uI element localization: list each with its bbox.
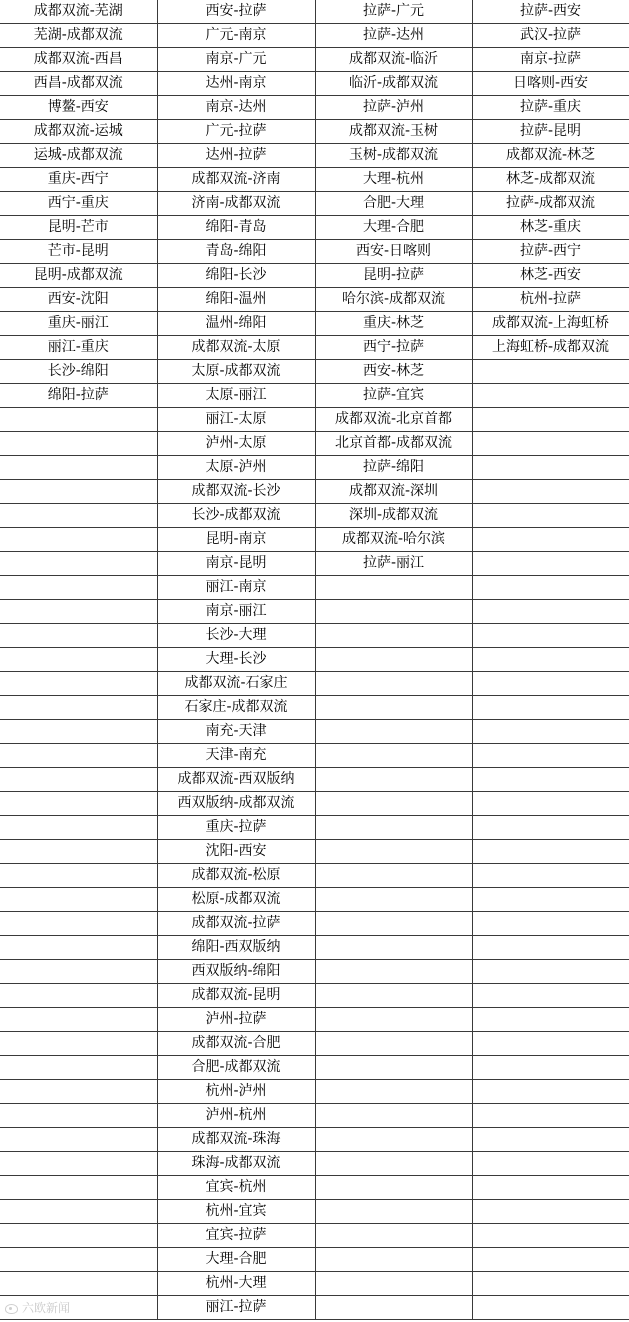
route-cell (0, 456, 157, 480)
route-cell: 拉萨-西安 (472, 0, 629, 24)
route-cell (472, 1056, 629, 1080)
route-cell: 沈阳-西安 (157, 840, 315, 864)
route-cell (0, 816, 157, 840)
route-cell: 丽江-拉萨 (157, 1296, 315, 1320)
route-cell (472, 1248, 629, 1272)
table-row (0, 1104, 629, 1128)
route-cell: 重庆-西宁 (0, 168, 157, 192)
route-cell: 拉萨-丽江 (315, 552, 472, 576)
route-cell (472, 1080, 629, 1104)
route-cell: 成都双流-西昌 (0, 48, 157, 72)
route-cell: 拉萨-达州 (315, 24, 472, 48)
route-cell (0, 792, 157, 816)
table-row (0, 480, 629, 504)
route-cell (0, 1104, 157, 1128)
route-cell: 天津-南充 (157, 744, 315, 768)
route-cell (0, 672, 157, 696)
table-row (0, 768, 629, 792)
route-cell (315, 1104, 472, 1128)
table-row (0, 96, 629, 120)
route-cell: 杭州-大理 (157, 1272, 315, 1296)
route-cell (315, 1032, 472, 1056)
route-cell: 北京首都-成都双流 (315, 432, 472, 456)
table-row (0, 1248, 629, 1272)
table-row (0, 264, 629, 288)
route-cell (472, 1008, 629, 1032)
table-row (0, 168, 629, 192)
route-cell: 温州-绵阳 (157, 312, 315, 336)
route-cell: 昆明-拉萨 (315, 264, 472, 288)
route-cell (472, 672, 629, 696)
route-cell (0, 624, 157, 648)
route-cell (0, 1272, 157, 1296)
route-cell: 西安-林芝 (315, 360, 472, 384)
route-cell: 成都双流-上海虹桥 (472, 312, 629, 336)
route-cell: 武汉-拉萨 (472, 24, 629, 48)
route-cell (0, 936, 157, 960)
route-cell (0, 648, 157, 672)
route-cell (472, 600, 629, 624)
route-cell: 太原-丽江 (157, 384, 315, 408)
route-cell: 成都双流-松原 (157, 864, 315, 888)
route-cell: 丽江-南京 (157, 576, 315, 600)
route-cell: 大理-杭州 (315, 168, 472, 192)
route-cell (472, 504, 629, 528)
table-row (0, 696, 629, 720)
route-cell: 昆明-南京 (157, 528, 315, 552)
route-cell: 成都双流-拉萨 (157, 912, 315, 936)
route-cell (315, 1008, 472, 1032)
route-cell: 西安-拉萨 (157, 0, 315, 24)
table-row (0, 360, 629, 384)
route-cell (315, 1056, 472, 1080)
table-row (0, 816, 629, 840)
table-row (0, 984, 629, 1008)
route-cell: 成都双流-西双版纳 (157, 768, 315, 792)
route-cell (472, 936, 629, 960)
route-cell (472, 552, 629, 576)
route-cell (315, 864, 472, 888)
route-cell: 拉萨-重庆 (472, 96, 629, 120)
route-cell: 成都双流-运城 (0, 120, 157, 144)
route-cell: 杭州-宜宾 (157, 1200, 315, 1224)
route-cell: 大理-长沙 (157, 648, 315, 672)
route-cell: 成都双流-太原 (157, 336, 315, 360)
table-row (0, 1152, 629, 1176)
table-row (0, 408, 629, 432)
route-cell (0, 888, 157, 912)
route-cell (315, 1080, 472, 1104)
route-cell: 泸州-杭州 (157, 1104, 315, 1128)
route-cell: 南京-丽江 (157, 600, 315, 624)
route-cell (315, 720, 472, 744)
table-row (0, 600, 629, 624)
table-row (0, 864, 629, 888)
table-row (0, 216, 629, 240)
route-cell: 长沙-绵阳 (0, 360, 157, 384)
route-cell (0, 864, 157, 888)
table-row (0, 720, 629, 744)
route-cell (315, 1176, 472, 1200)
table-row (0, 120, 629, 144)
table-row (0, 888, 629, 912)
route-cell (472, 888, 629, 912)
route-cell: 青岛-绵阳 (157, 240, 315, 264)
table-row (0, 792, 629, 816)
route-cell: 南京-昆明 (157, 552, 315, 576)
route-cell (472, 1200, 629, 1224)
table-row (0, 1056, 629, 1080)
route-cell (472, 1128, 629, 1152)
route-cell (0, 1080, 157, 1104)
route-cell: 合肥-大理 (315, 192, 472, 216)
route-cell: 绵阳-青岛 (157, 216, 315, 240)
route-cell (0, 1056, 157, 1080)
route-cell: 西安-日喀则 (315, 240, 472, 264)
route-cell: 玉树-成都双流 (315, 144, 472, 168)
route-cell: 杭州-泸州 (157, 1080, 315, 1104)
route-cell (472, 1224, 629, 1248)
table-row (0, 1176, 629, 1200)
route-cell: 成都双流-济南 (157, 168, 315, 192)
route-cell (315, 744, 472, 768)
table-row (0, 336, 629, 360)
route-cell (315, 984, 472, 1008)
route-cell (315, 1296, 472, 1320)
route-cell (0, 984, 157, 1008)
route-cell: 昆明-成都双流 (0, 264, 157, 288)
table-row (0, 672, 629, 696)
route-cell (315, 648, 472, 672)
route-cell: 宜宾-拉萨 (157, 1224, 315, 1248)
route-cell: 成都双流-珠海 (157, 1128, 315, 1152)
route-cell: 石家庄-成都双流 (157, 696, 315, 720)
table-row (0, 1200, 629, 1224)
route-cell (472, 840, 629, 864)
route-cell (472, 528, 629, 552)
route-cell: 西宁-拉萨 (315, 336, 472, 360)
table-row (0, 432, 629, 456)
table-row (0, 144, 629, 168)
route-cell: 成都双流-玉树 (315, 120, 472, 144)
route-cell: 南京-达州 (157, 96, 315, 120)
route-cell: 林芝-成都双流 (472, 168, 629, 192)
route-cell: 广元-拉萨 (157, 120, 315, 144)
route-cell (472, 768, 629, 792)
route-cell: 广元-南京 (157, 24, 315, 48)
route-cell (315, 816, 472, 840)
route-cell: 泸州-拉萨 (157, 1008, 315, 1032)
table-row (0, 288, 629, 312)
route-cell (315, 696, 472, 720)
route-cell: 拉萨-广元 (315, 0, 472, 24)
route-cell (472, 912, 629, 936)
route-cell: 成都双流-昆明 (157, 984, 315, 1008)
route-cell: 泸州-太原 (157, 432, 315, 456)
route-cell (0, 1128, 157, 1152)
route-cell (315, 1224, 472, 1248)
route-cell (472, 792, 629, 816)
route-cell: 济南-成都双流 (157, 192, 315, 216)
route-cell (0, 960, 157, 984)
route-cell (472, 360, 629, 384)
route-cell: 南充-天津 (157, 720, 315, 744)
route-cell: 成都双流-北京首都 (315, 408, 472, 432)
route-cell: 西宁-重庆 (0, 192, 157, 216)
route-cell: 成都双流-林芝 (472, 144, 629, 168)
route-cell: 松原-成都双流 (157, 888, 315, 912)
route-cell: 成都双流-临沂 (315, 48, 472, 72)
route-cell: 拉萨-绵阳 (315, 456, 472, 480)
route-cell (315, 1152, 472, 1176)
route-cell: 拉萨-西宁 (472, 240, 629, 264)
table-row (0, 456, 629, 480)
route-cell (0, 432, 157, 456)
route-cell (472, 696, 629, 720)
route-cell: 博鳌-西安 (0, 96, 157, 120)
route-cell (315, 960, 472, 984)
route-cell (315, 792, 472, 816)
route-cell: 拉萨-宜宾 (315, 384, 472, 408)
route-cell (472, 960, 629, 984)
table-row (0, 1272, 629, 1296)
table-row (0, 504, 629, 528)
route-cell: 杭州-拉萨 (472, 288, 629, 312)
route-cell (315, 600, 472, 624)
route-cell (315, 936, 472, 960)
route-cell (472, 984, 629, 1008)
route-cell (315, 888, 472, 912)
table-row (0, 960, 629, 984)
table-row (0, 840, 629, 864)
route-cell: 芜湖-成都双流 (0, 24, 157, 48)
table-row (0, 624, 629, 648)
route-cell (315, 768, 472, 792)
route-cell (472, 576, 629, 600)
table-row (0, 1296, 629, 1320)
route-cell (315, 1200, 472, 1224)
route-cell (0, 744, 157, 768)
table-row (0, 72, 629, 96)
route-cell: 宜宾-杭州 (157, 1176, 315, 1200)
route-cell: 上海虹桥-成都双流 (472, 336, 629, 360)
route-cell: 绵阳-拉萨 (0, 384, 157, 408)
route-cell: 成都双流-芜湖 (0, 0, 157, 24)
route-cell: 大理-合肥 (157, 1248, 315, 1272)
route-cell: 绵阳-温州 (157, 288, 315, 312)
table-row (0, 1008, 629, 1032)
table-row (0, 528, 629, 552)
route-cell: 太原-成都双流 (157, 360, 315, 384)
route-cell (0, 720, 157, 744)
route-cell (315, 1272, 472, 1296)
table-row (0, 744, 629, 768)
route-cell (315, 576, 472, 600)
route-cell: 哈尔滨-成都双流 (315, 288, 472, 312)
table-row (0, 1128, 629, 1152)
route-cell (472, 864, 629, 888)
route-cell (0, 1200, 157, 1224)
table-row (0, 552, 629, 576)
route-cell (315, 912, 472, 936)
table-row (0, 384, 629, 408)
route-cell: 绵阳-长沙 (157, 264, 315, 288)
route-cell (0, 528, 157, 552)
route-cell: 日喀则-西安 (472, 72, 629, 96)
route-cell (472, 1272, 629, 1296)
route-cell: 珠海-成都双流 (157, 1152, 315, 1176)
route-cell (315, 1128, 472, 1152)
route-cell (0, 600, 157, 624)
route-cell (0, 840, 157, 864)
route-cell (315, 1248, 472, 1272)
table-row (0, 936, 629, 960)
route-cell: 太原-泸州 (157, 456, 315, 480)
route-cell (472, 1176, 629, 1200)
route-cell: 拉萨-成都双流 (472, 192, 629, 216)
route-cell: 长沙-大理 (157, 624, 315, 648)
route-cell (472, 744, 629, 768)
route-cell (472, 624, 629, 648)
route-cell: 临沂-成都双流 (315, 72, 472, 96)
route-cell (315, 672, 472, 696)
route-cell (0, 1032, 157, 1056)
route-cell: 重庆-林芝 (315, 312, 472, 336)
route-cell (0, 1248, 157, 1272)
route-cell (0, 552, 157, 576)
route-cell: 成都双流-合肥 (157, 1032, 315, 1056)
route-cell: 西双版纳-成都双流 (157, 792, 315, 816)
route-cell: 达州-拉萨 (157, 144, 315, 168)
table-row (0, 24, 629, 48)
route-cell: 林芝-西安 (472, 264, 629, 288)
route-cell: 大理-合肥 (315, 216, 472, 240)
route-cell (472, 1104, 629, 1128)
route-cell (472, 456, 629, 480)
route-cell (0, 768, 157, 792)
table-row (0, 648, 629, 672)
route-cell: 西昌-成都双流 (0, 72, 157, 96)
table-row (0, 1080, 629, 1104)
route-cell: 成都双流-石家庄 (157, 672, 315, 696)
route-cell (0, 408, 157, 432)
route-cell: 长沙-成都双流 (157, 504, 315, 528)
route-cell: 南京-广元 (157, 48, 315, 72)
route-cell (315, 840, 472, 864)
route-cell: 深圳-成都双流 (315, 504, 472, 528)
route-cell (0, 1296, 157, 1320)
route-cell (0, 576, 157, 600)
route-cell (0, 1152, 157, 1176)
route-cell (472, 480, 629, 504)
route-cell: 丽江-太原 (157, 408, 315, 432)
table-row (0, 1032, 629, 1056)
watermark-text: 六欧新闻 (22, 1301, 71, 1315)
route-cell: 成都双流-长沙 (157, 480, 315, 504)
route-cell (472, 384, 629, 408)
route-cell (472, 1032, 629, 1056)
table-row (0, 240, 629, 264)
table-row (0, 312, 629, 336)
route-cell: 合肥-成都双流 (157, 1056, 315, 1080)
route-cell: 林芝-重庆 (472, 216, 629, 240)
route-cell: 西安-沈阳 (0, 288, 157, 312)
table-row (0, 1224, 629, 1248)
route-cell (0, 1008, 157, 1032)
route-cell: 重庆-丽江 (0, 312, 157, 336)
table-row (0, 576, 629, 600)
route-cell (472, 408, 629, 432)
route-cell (472, 1296, 629, 1320)
route-cell: 丽江-重庆 (0, 336, 157, 360)
route-cell: 拉萨-泸州 (315, 96, 472, 120)
route-cell: 运城-成都双流 (0, 144, 157, 168)
route-cell: 芒市-昆明 (0, 240, 157, 264)
route-cell: 绵阳-西双版纳 (157, 936, 315, 960)
route-cell (0, 912, 157, 936)
route-cell: 南京-拉萨 (472, 48, 629, 72)
table-row (0, 48, 629, 72)
table-row (0, 912, 629, 936)
table-row (0, 192, 629, 216)
route-cell: 达州-南京 (157, 72, 315, 96)
route-cell (0, 1224, 157, 1248)
route-cell (0, 480, 157, 504)
route-cell (0, 504, 157, 528)
route-cell (472, 648, 629, 672)
route-cell (472, 720, 629, 744)
route-cell: 西双版纳-绵阳 (157, 960, 315, 984)
route-cell (0, 1176, 157, 1200)
route-cell: 成都双流-哈尔滨 (315, 528, 472, 552)
route-cell (0, 696, 157, 720)
table-row (0, 0, 629, 24)
route-cell: 昆明-芒市 (0, 216, 157, 240)
route-cell: 拉萨-昆明 (472, 120, 629, 144)
route-cell (315, 624, 472, 648)
route-cell (472, 816, 629, 840)
route-cell: 重庆-拉萨 (157, 816, 315, 840)
route-cell (472, 1152, 629, 1176)
route-cell (472, 432, 629, 456)
route-cell: 成都双流-深圳 (315, 480, 472, 504)
